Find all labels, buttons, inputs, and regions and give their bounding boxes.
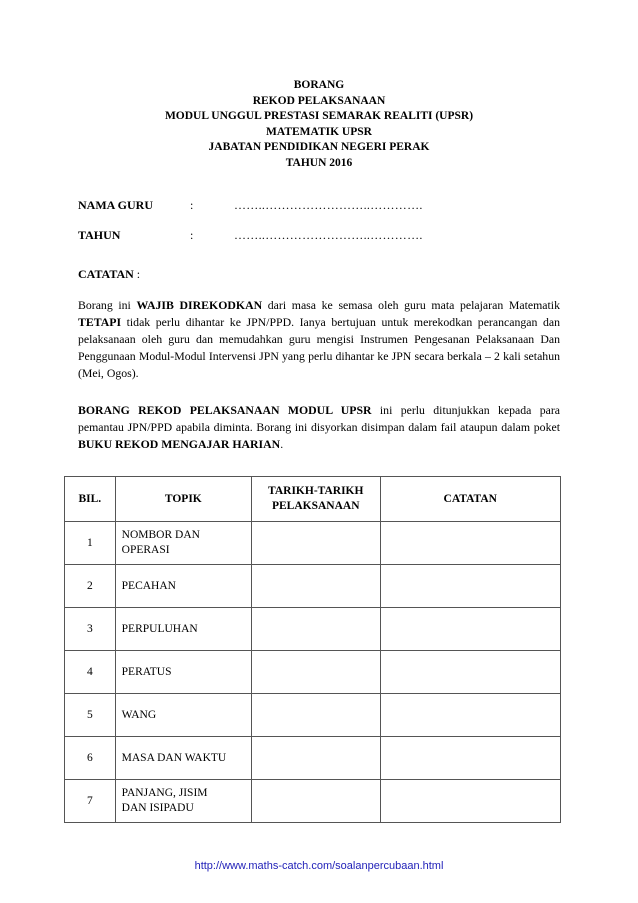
row-catatan-cell[interactable] [380, 565, 561, 608]
table-row [65, 651, 561, 694]
row-tarikh-cell[interactable] [252, 608, 381, 651]
header-topik: TOPIK [115, 477, 251, 522]
row-tarikh-cell[interactable] [252, 737, 381, 780]
field-tahun-blank[interactable]: ……..……………………..…………. [234, 228, 423, 242]
catatan-heading [78, 267, 140, 282]
row-bil: 4 [65, 651, 116, 694]
para2-text-2: . [280, 436, 284, 451]
row-bil: 1 [65, 522, 116, 565]
row-bil: 2 [65, 565, 116, 608]
row-bil: 5 [65, 694, 116, 737]
header-line-year: TAHUN 2016 [285, 156, 353, 169]
header-line-rekod: REKOD PELAKSANAAN [252, 94, 386, 107]
row-catatan-cell[interactable] [380, 522, 561, 565]
notes-paragraph-1 [78, 297, 560, 382]
table-row [65, 608, 561, 651]
para2-bold-borang: BORANG REKOD PELAKSANAAN MODUL UPSR [78, 403, 372, 417]
field-nama-guru [78, 198, 423, 213]
header-line-subject: MATEMATIK UPSR [266, 125, 372, 138]
row-topik [115, 651, 251, 694]
row-tarikh-cell[interactable] [252, 651, 381, 694]
row-catatan-cell[interactable] [380, 694, 561, 737]
row-topik [115, 565, 251, 608]
header-tarikh-line2: PELAKSANAAN [271, 500, 360, 512]
row-bil: 7 [65, 780, 116, 823]
row-catatan-cell[interactable] [380, 651, 561, 694]
field-nama-guru-colon: : [190, 198, 194, 212]
header-tarikh [252, 477, 381, 522]
para2-bold-buku: BUKU REKOD MENGAJAR HARIAN [78, 436, 281, 451]
para1-bold-wajib: WAJIB DIREKODKAN [136, 298, 263, 312]
header-catatan: CATATAN [380, 477, 561, 522]
row-catatan-cell[interactable] [380, 737, 561, 780]
row-topik-line1: PANJANG, JISIM [121, 787, 208, 799]
row-bil: 6 [65, 737, 116, 780]
document-header [0, 78, 638, 171]
row-catatan-cell[interactable] [380, 608, 561, 651]
row-topik-line1: PERATUS [121, 665, 172, 678]
row-topik-line1: NOMBOR DAN [121, 529, 200, 541]
notes-paragraph-2 [78, 402, 560, 453]
table-row [65, 694, 561, 737]
header-tarikh-line1: TARIKH-TARIKH [268, 485, 364, 497]
row-tarikh-cell[interactable] [252, 565, 381, 608]
row-topik-line1: PECAHAN [121, 579, 176, 592]
table-row [65, 780, 561, 823]
table-row [65, 737, 561, 780]
field-nama-guru-label: NAMA GURU [78, 198, 153, 212]
row-topik [115, 737, 251, 780]
row-tarikh-cell[interactable] [252, 780, 381, 823]
row-catatan-cell[interactable] [380, 780, 561, 823]
header-line-department: JABATAN PENDIDIKAN NEGERI PERAK [208, 141, 430, 153]
row-topik [115, 608, 251, 651]
para1-text-3: tidak perlu dihantar ke JPN/PPD. Ianya bertujuan untuk merekodkan perancangan dan pelaksanaan oleh guru dan memudahkan guru mengisi Instrumen Pengesanan Pelaksanaan Dan Penggunaan Modul-Modul Intervensi JPN yang perlu dihantar ke JPN secara berkala – 2 kali setahun (Mei, Ogos). [78, 314, 560, 380]
row-topik-line1: WANG [121, 708, 157, 721]
footer-url[interactable]: http://www.maths-catch.com/soalanpercubaan.html [194, 860, 444, 872]
rekod-table [64, 476, 561, 823]
row-topik-line1: MASA DAN WAKTU [121, 751, 227, 764]
row-topik-line2: OPERASI [121, 544, 170, 556]
catatan-label: CATATAN [78, 267, 134, 281]
field-tahun-label: TAHUN [78, 228, 121, 242]
para1-text-2: dari masa ke semasa oleh guru mata pelajaran Matematik [262, 298, 560, 312]
row-topik-line2: DAN ISIPADU [121, 802, 194, 814]
table-header-row [65, 477, 561, 522]
field-tahun [78, 228, 423, 243]
para2-text-1: ini perlu ditunjukkan kepada para pemantau JPN/PPD apabila diminta. Borang ini disyorkan disimpan dalam fail ataupun dalam poket [78, 403, 560, 434]
header-line-borang: BORANG [293, 79, 345, 91]
header-bil: BIL. [65, 477, 116, 522]
row-topik-line1: PERPULUHAN [121, 622, 198, 635]
para1-text-1: Borang ini [78, 298, 137, 312]
row-tarikh-cell[interactable] [252, 694, 381, 737]
catatan-colon: : [133, 267, 141, 281]
row-topik [115, 694, 251, 737]
table-row [65, 565, 561, 608]
row-topik [115, 780, 251, 823]
row-bil: 3 [65, 608, 116, 651]
table-row [65, 522, 561, 565]
para1-bold-tetapi: TETAPI [78, 314, 122, 329]
row-tarikh-cell[interactable] [252, 522, 381, 565]
row-topik [115, 522, 251, 565]
field-tahun-colon: : [190, 228, 194, 242]
header-line-modul: MODUL UNGGUL PRESTASI SEMARAK REALITI (UPSR) [164, 110, 474, 122]
field-nama-guru-blank[interactable]: ……..……………………..…………. [234, 198, 423, 212]
